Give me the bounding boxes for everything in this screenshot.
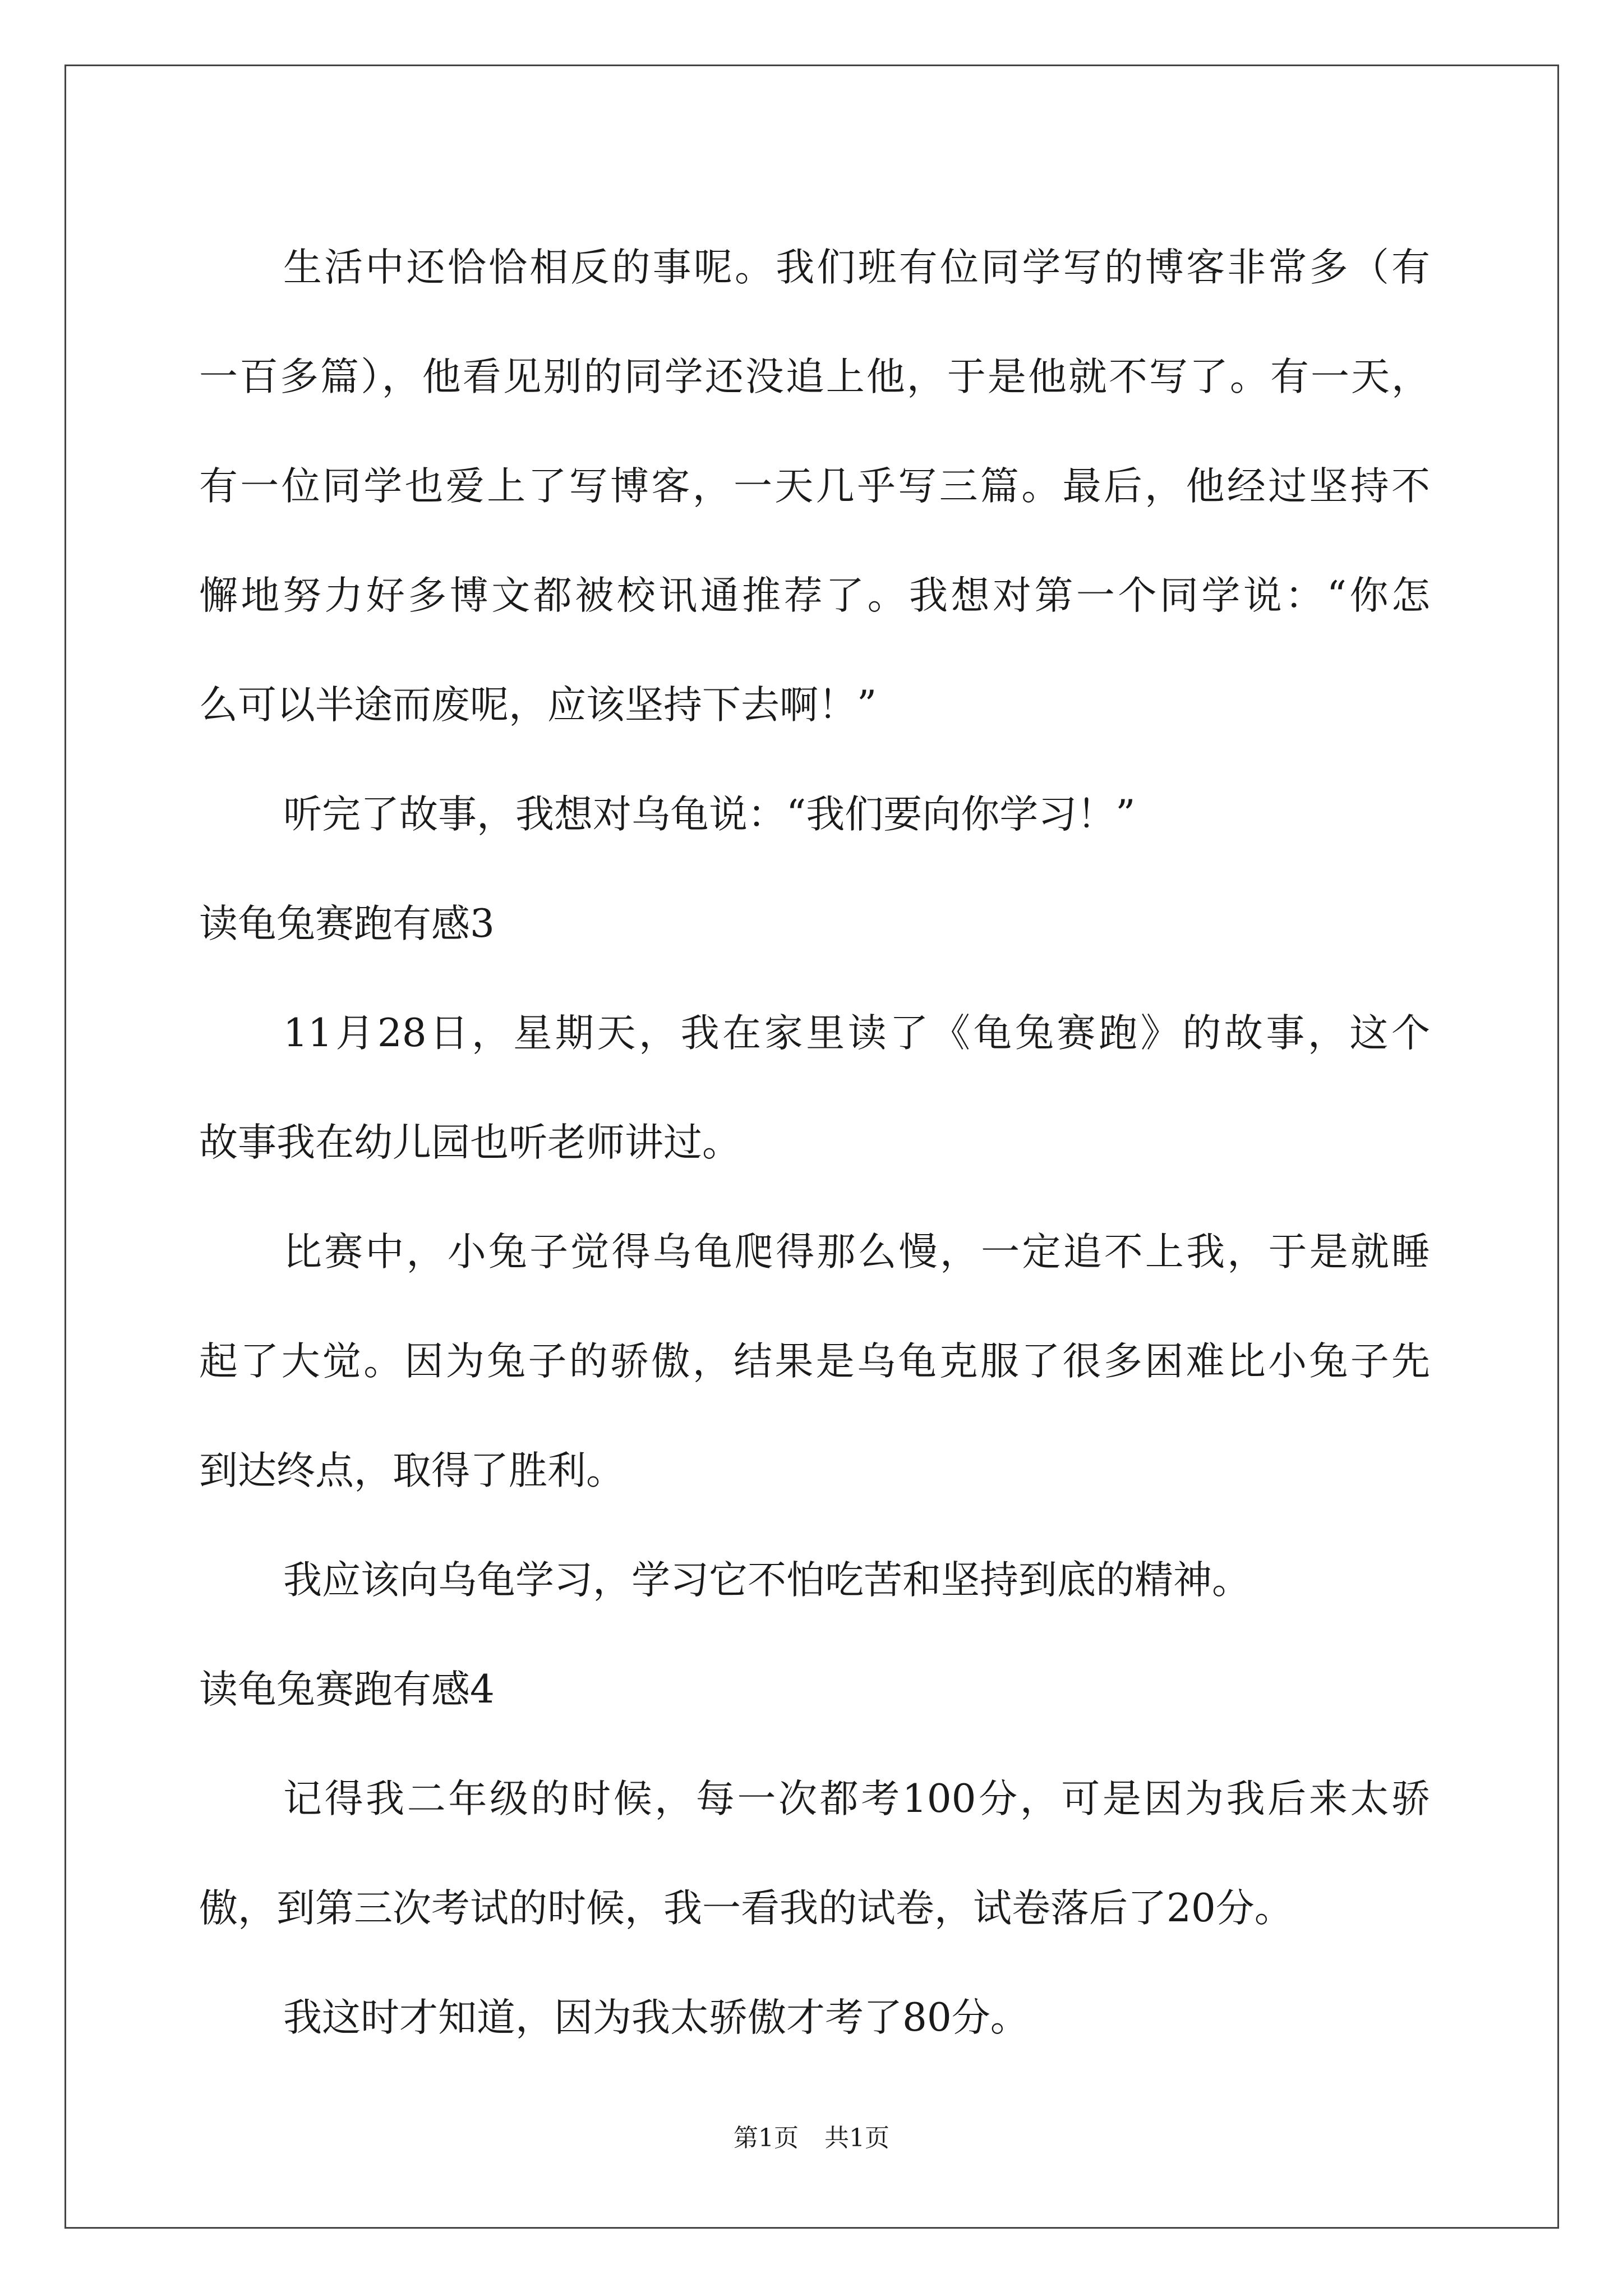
paragraph-line: 傲，到第三次考试的时候，我一看我的试卷，试卷落后了20分。 <box>199 1886 1293 1931</box>
paragraph <box>199 760 1430 869</box>
paragraph <box>199 1963 1430 2073</box>
page-total: 共1页 <box>824 2124 889 2152</box>
paragraph-line: 起了大觉。因为兔子的骄傲，结果是乌龟克服了很多困难比小兔子先 <box>199 1339 1430 1384</box>
paragraph-line: 到达终点，取得了胜利。 <box>199 1448 625 1493</box>
page-number: 第1页 <box>734 2124 799 2152</box>
page-footer <box>0 2118 1623 2154</box>
paragraph-line: 一百多篇），他看见别的同学还没追上他，于是他就不写了。有一天， <box>199 355 1430 399</box>
paragraph <box>199 1745 1430 1963</box>
paragraph-line: 故事我在幼儿园也听老师讲过。 <box>199 1120 741 1165</box>
section-heading: 读龟兔赛跑有感3 <box>199 901 495 946</box>
paragraph-line: 我应该向乌龟学习，学习它不怕吃苦和坚持到底的精神。 <box>283 1558 1251 1603</box>
paragraph-line: 听完了故事，我想对乌龟说：“我们要向你学习！” <box>283 792 1136 837</box>
paragraph-line: 11月28日，星期天，我在家里读了《龟兔赛跑》的故事，这个 <box>283 1011 1430 1056</box>
section-heading: 读龟兔赛跑有感4 <box>199 1667 495 1712</box>
paragraph <box>199 1526 1430 1635</box>
paragraph-line: 么可以半途而废呢，应该坚持下去啊！” <box>199 683 877 728</box>
paragraph-line: 懈地努力好多博文都被校讯通推荐了。我想对第一个同学说：“你怎 <box>199 573 1430 618</box>
paragraph-line: 比赛中，小兔子觉得乌龟爬得那么慢，一定追不上我，于是就睡 <box>283 1230 1430 1274</box>
paragraph <box>199 979 1430 1198</box>
paragraph-line: 有一位同学也爱上了写博客，一天几乎写三篇。最后，他经过坚持不 <box>199 464 1430 509</box>
document-body <box>199 213 1430 2073</box>
paragraph <box>199 1198 1430 1526</box>
paragraph-line: 生活中还恰恰相反的事呢。我们班有位同学写的博客非常多（有 <box>283 245 1430 290</box>
paragraph <box>199 213 1430 760</box>
paragraph-line: 我这时才知道，因为我太骄傲才考了80分。 <box>283 1995 1029 2040</box>
paragraph-line: 记得我二年级的时候，每一次都考100分，可是因为我后来太骄 <box>283 1777 1430 1821</box>
